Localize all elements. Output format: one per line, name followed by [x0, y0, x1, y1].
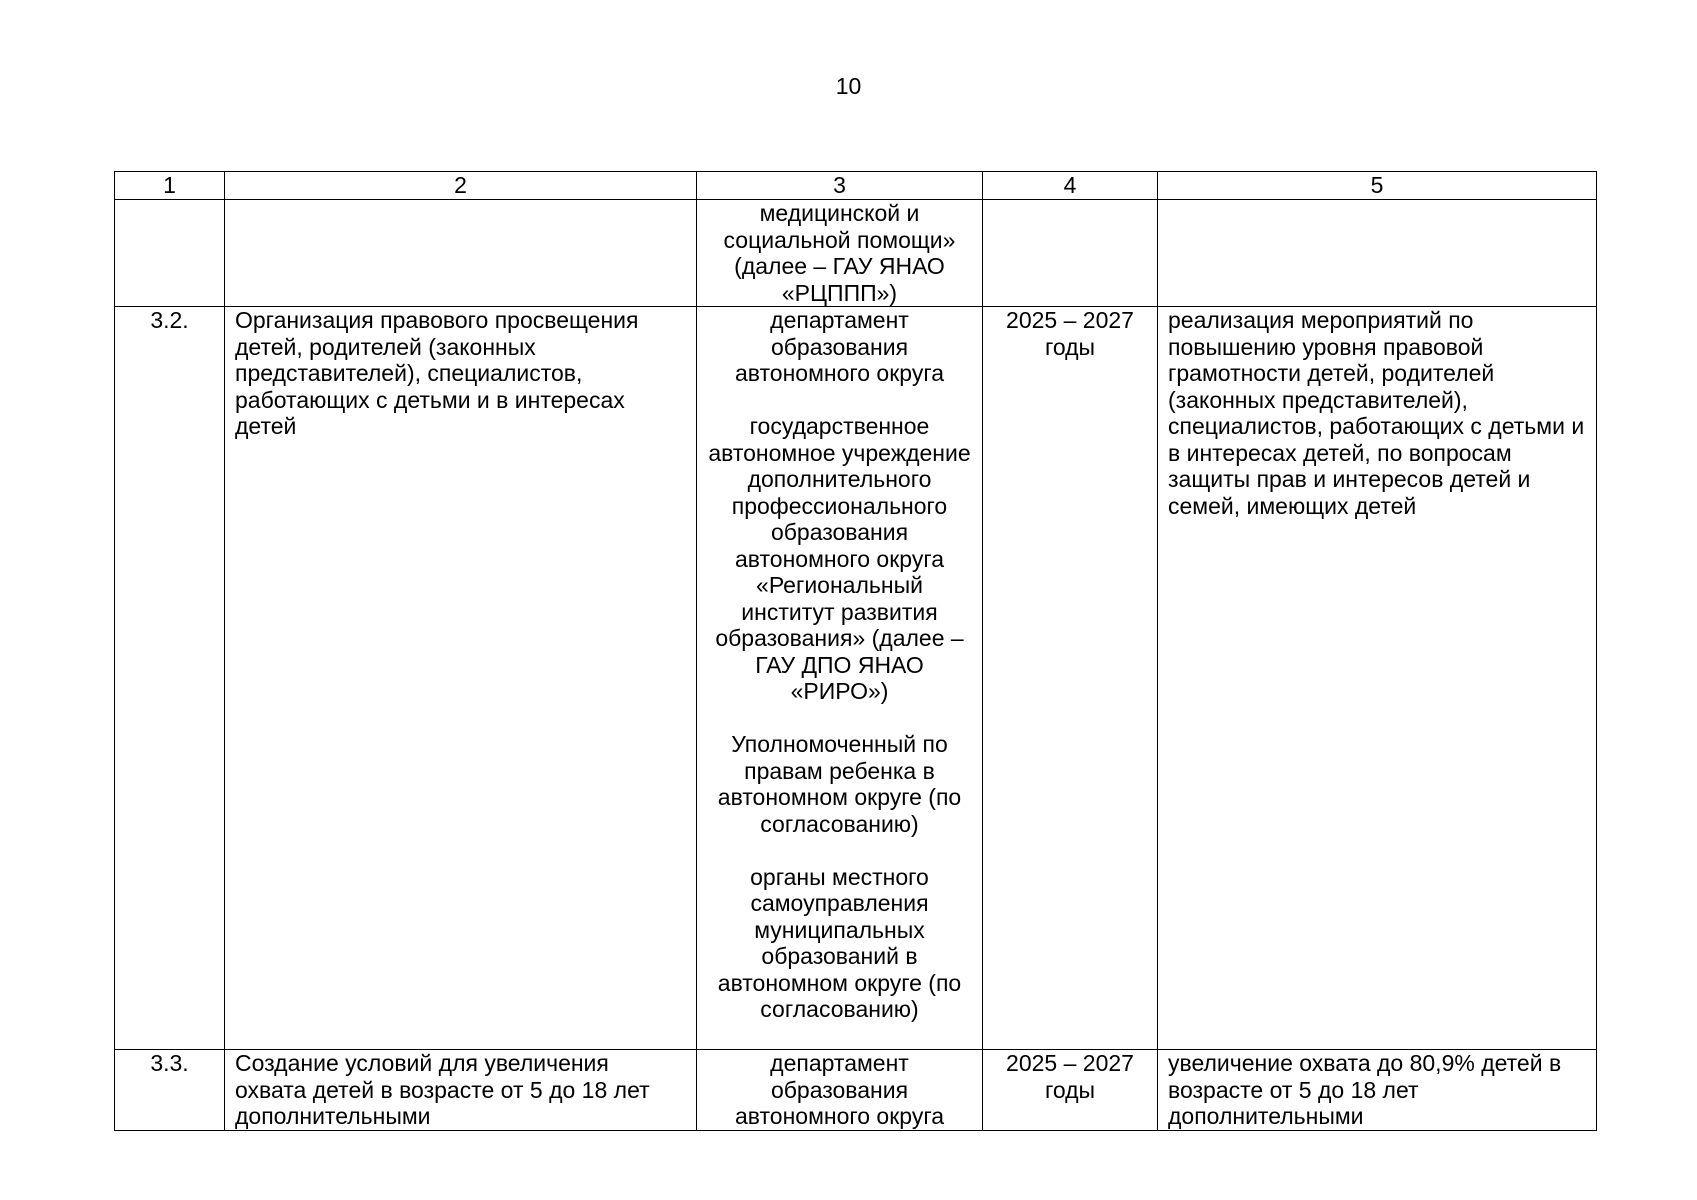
table-row-3-3	[115, 1050, 1597, 1131]
column-header-3: 3	[697, 172, 983, 200]
cell-activity	[225, 1050, 697, 1131]
cell-number: 3.2.	[115, 307, 225, 1050]
executor-local-government: органы местного самоуправления муниципальных образований в автономном округе (по согласованию)	[717, 863, 962, 1022]
cell-number-text: 3.3.	[150, 1050, 189, 1076]
column-header-5: 5	[1158, 172, 1597, 200]
cell-number	[115, 1050, 225, 1131]
measures-table	[114, 171, 1597, 1131]
cell-period-text: 2025 – 2027 годы	[1006, 1050, 1134, 1103]
page-number: 10	[835, 73, 862, 99]
cell-activity-text: Создание условий для увеличения охвата детей в возрасте от 5 до 18 лет дополнительными	[235, 1050, 650, 1129]
cell-period: 2025 – 2027 годы	[983, 307, 1158, 1050]
cell-result	[1158, 200, 1597, 307]
cell-executors	[697, 307, 983, 1050]
cell-activity	[225, 200, 697, 307]
column-header-2: 2	[225, 172, 697, 200]
table-row-continuation	[115, 200, 1597, 307]
cell-executors-text: департамент образования автономного округа	[735, 1050, 944, 1129]
cell-executors	[697, 1050, 983, 1131]
cell-period	[983, 200, 1158, 307]
column-header-4: 4	[983, 172, 1158, 200]
cell-result-text: увеличение охвата до 80,9% детей в возрасте от 5 до 18 лет дополнительными	[1168, 1050, 1562, 1129]
table-row-3-2	[115, 307, 1597, 1050]
executor-riro: государственное автономное учреждение дополнительного профессионального образования автономного округа «Региональный институт развития образования» (далее – ГАУ ДПО ЯНАО «РИРО»)	[708, 413, 971, 704]
cell-result: реализация мероприятий по повышению уровня правовой грамотности детей, родителей (законных представителей), специалистов, работающих с детьми и в интересах детей, по вопросам защиты прав и интересов детей и семей, имеющих детей	[1158, 307, 1597, 1050]
cell-period	[983, 1050, 1158, 1131]
column-header-1: 1	[115, 172, 225, 200]
executor-ombudsman: Уполномоченный по правам ребенка в автономном округе (по согласованию)	[717, 731, 962, 837]
cell-executors: медицинской и социальной помощи» (далее – ГАУ ЯНАО «РЦППП»)	[697, 200, 983, 307]
table-header-row	[115, 172, 1597, 200]
cell-result	[1158, 1050, 1597, 1131]
cell-number	[115, 200, 225, 307]
executor-education-department: департамент образования автономного округа	[735, 307, 944, 386]
cell-activity: Организация правового просвещения детей, родителей (законных представителей), специалистов, работающих с детьми и в интересах детей	[225, 307, 697, 1050]
